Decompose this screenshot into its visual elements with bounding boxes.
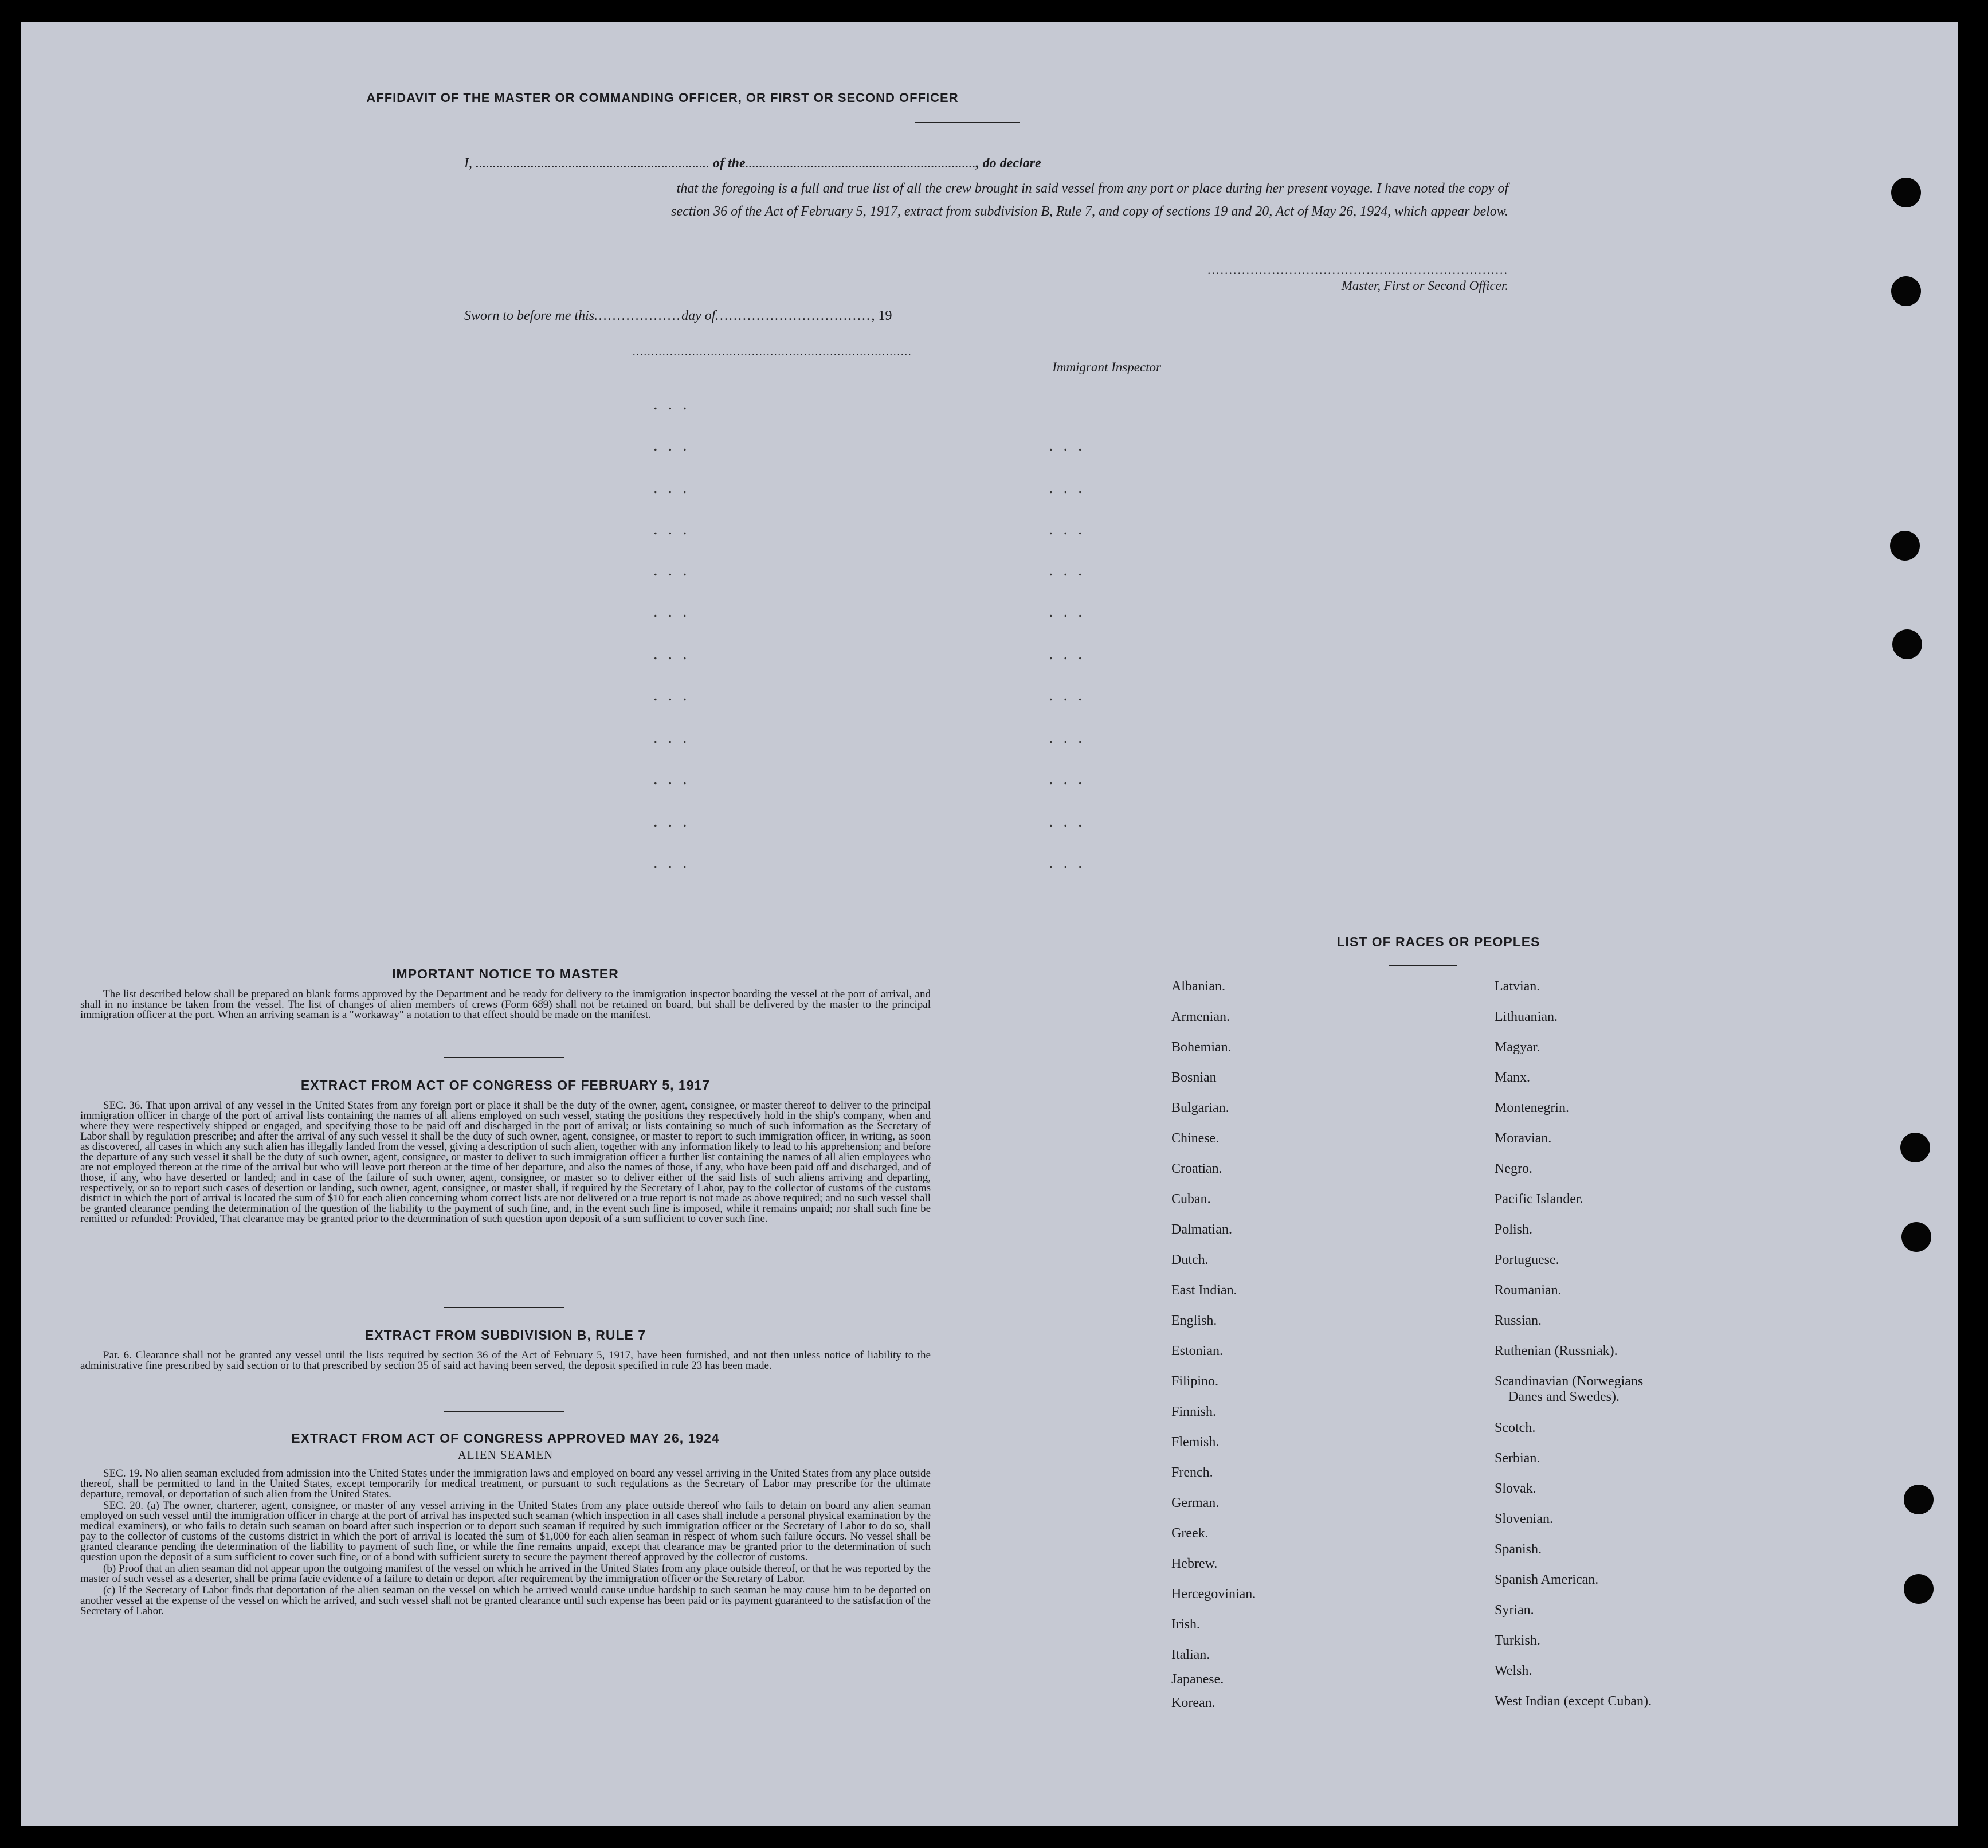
race-item: Negro. [1495, 1161, 1532, 1176]
extract-rule7-title: EXTRACT FROM SUBDIVISION B, RULE 7 [364, 1328, 646, 1342]
race-item: German. [1171, 1495, 1220, 1510]
race-item: English. [1171, 1313, 1217, 1328]
race-item: Slovak. [1495, 1481, 1536, 1496]
race-item: Scotch. [1495, 1420, 1536, 1435]
sworn-line [464, 308, 892, 324]
punch-hole [1900, 1133, 1930, 1162]
race-item: Manx. [1495, 1070, 1530, 1085]
race-item: Lithuanian. [1495, 1009, 1558, 1024]
race-item: Italian. [1171, 1647, 1210, 1662]
punch-hole [1901, 1222, 1931, 1252]
race-item: Portuguese. [1495, 1252, 1559, 1267]
race-item: Hercegovinian. [1171, 1587, 1256, 1602]
punch-hole [1891, 178, 1921, 207]
race-item: Bulgarian. [1171, 1101, 1229, 1115]
race-item: Finnish. [1171, 1404, 1217, 1419]
race-item: Roumanian. [1495, 1283, 1562, 1298]
race-item: Ruthenian (Russniak). [1495, 1344, 1618, 1358]
race-item: Magyar. [1495, 1040, 1540, 1055]
punch-hole [1904, 1485, 1934, 1514]
race-item: Montenegrin. [1495, 1101, 1569, 1115]
race-item: Croatian. [1171, 1161, 1222, 1176]
extract-1917-body [80, 1101, 931, 1226]
notice-body [80, 989, 931, 1021]
affidavit-line3: section 36 of the Act of February 5, 1917, extract from subdivision B, Rule 7, and copy of sections 19 and 20, Act of May 26, 1924, which appear below. [671, 204, 1508, 219]
race-item: Bohemian. [1171, 1040, 1232, 1055]
affidavit-declare: , do declare [975, 156, 1041, 171]
signature-label: Master, First or Second Officer. [1341, 279, 1508, 293]
sec19-paragraph: SEC. 19. No alien seaman excluded from admission into the United States under the immigration laws and employed on board any vessel arriving in the United States from any place outside thereof, shall be permitted to land in the United States, except temporarily for medical treatment, or pursuant to such regulations as the Secretary of Labor may prescribe for the ultimate departure, removal, or deportation of such alien from the United States. [80, 1467, 931, 1500]
affidavit-name-blank[interactable]: .................................................................... [476, 156, 709, 171]
race-item: Scandinavian (Norwegians [1495, 1374, 1644, 1389]
sec36-paragraph: SEC. 36. That upon arrival of any vessel in the United States from any foreign port or place it shall be the duty of the owner, agent, consignee, or master thereof to deliver to the principal immigration officer in charge of the port of arrival lists containing the names of all aliens employed on such vessel, stating the positions they respectively hold in the ship's company, when and where they were respectively shipped or engaged, and specifying those to be paid off and discharged in the port of arrival; or lists containing so much of such information as the Secretary of Labor shall by regulation prescribe; and after the arrival of any such vessel it shall be the duty of such owner, agent, consignee, or master to report to such immigration officer, in writing, as soon as discovered, all cases in which any such alien has illegally landed from the vessel, giving a description of such alien, together with any information likely to lead to his apprehension; and before the departure of any such vessel it shall be the duty of such owner, agent, consignee, or master to deliver to such immigration officer a further list containing the names of all alien employees who are not employed thereon at the time of the arrival but who will leave port thereon at the time of her departure, and also the names of those, if any, who have been paid off and discharged, and of those, if any, who have deserted or landed; and in case of the failure of such owner, agent, consignee, or master so to deliver either of the said lists of such aliens arriving and departing, respectively, or so to report such cases of desertion or landing, such owner, agent, consignee, or master shall, if required by the Secretary of Labor, pay to the collector of customs of the customs district in which the port of arrival is located the sum of $10 for each alien concerning whom correct lists are not delivered or a true report is not made as above required; and no such vessel shall be granted clearance pending the determination of the question of the liability to the payment of such fine, and, in the event such fine is imposed, while it remains unpaid; nor shall such fine be remitted or refunded: Provided, That clearance may be granted prior to the determination of such question upon deposit of a sum sufficient to cover such fine. [80, 1099, 931, 1225]
races-underline [1389, 965, 1457, 966]
sworn-label: Sworn to before me this [464, 308, 595, 323]
divider-3 [444, 1411, 564, 1412]
race-item: Filipino. [1171, 1374, 1219, 1389]
race-item: Hebrew. [1171, 1556, 1218, 1571]
affidavit-line1 [464, 156, 1507, 171]
race-item: Russian. [1495, 1313, 1542, 1328]
notice-paragraph: The list described below shall be prepared on blank forms approved by the Department and be ready for delivery to the immigration inspector boarding the vessel at the port of arrival, and shall in no instance be taken from the vessel. The list of changes of alien members of crews (Form 689) shall not be retained on board, but shall be delivered by the master to the principal immigration officer at the port. When an arriving seaman is a "workaway" a notation to that effect should be made on the manifest. [80, 988, 931, 1021]
race-item: Spanish American. [1495, 1572, 1599, 1587]
race-item: East Indian. [1171, 1283, 1237, 1298]
race-item: Spanish. [1495, 1542, 1542, 1557]
affidavit-line2: that the foregoing is a full and true list of all the crew brought in said vessel from any port or place during her present voyage. I have noted the copy of [676, 181, 1508, 196]
race-item: Chinese. [1171, 1131, 1220, 1146]
race-item: Dutch. [1171, 1252, 1209, 1267]
affidavit-title: AFFIDAVIT OF THE MASTER OR COMMANDING OFFICER, OR FIRST OR SECOND OFFICER [366, 91, 959, 105]
extract-1924-subtitle: ALIEN SEAMEN [457, 1448, 554, 1462]
race-item: Bosnian [1171, 1070, 1217, 1085]
race-item: Welsh. [1495, 1663, 1532, 1678]
extract-1924-body [80, 1469, 931, 1618]
race-item: Albanian. [1171, 979, 1225, 994]
race-item: Estonian. [1171, 1344, 1223, 1358]
race-item: Serbian. [1495, 1451, 1540, 1466]
race-item: Irish. [1171, 1617, 1200, 1632]
inspector-label: Immigrant Inspector [1052, 360, 1161, 374]
race-item: Moravian. [1495, 1131, 1552, 1146]
divider-1 [444, 1057, 564, 1058]
sworn-day-label: day of [681, 308, 716, 323]
extract-rule7-body [80, 1350, 931, 1372]
signature-line[interactable]: ...................................................................... [1207, 263, 1508, 277]
extract-1924-title: EXTRACT FROM ACT OF CONGRESS APPROVED MAY 26, 1924 [291, 1431, 720, 1446]
title-underline [915, 122, 1020, 123]
extract-1917-title: EXTRACT FROM ACT OF CONGRESS OF FEBRUARY 5, 1917 [300, 1078, 711, 1093]
race-item: Pacific Islander. [1495, 1192, 1583, 1207]
race-item: Cuban. [1171, 1192, 1211, 1207]
par6-paragraph: Par. 6. Clearance shall not be granted any vessel until the lists required by section 36 of the Act of February 5, 1917, have been furnished, and not then unless notice of liability to the administrative fine prescribed by said section or to that prescribed by section 35 of said act having been served, the deposit specified in rule 23 has been made. [80, 1349, 931, 1372]
sworn-month-blank[interactable]: .................................. [715, 308, 872, 323]
sec20c-paragraph: (c) If the Secretary of Labor finds that deportation of the alien seaman on the vessel on which he arrived would cause undue hardship to such seaman he may cause him to be deported on another vessel at the expense of the vessel on which he arrived, and such vessel shall not be granted clearance until such expense has been paid or its payment guaranteed to the satisfaction of the Secretary of Labor. [80, 1584, 931, 1617]
race-item-continuation: Danes and Swedes). [1508, 1389, 1620, 1404]
race-item: Japanese. [1171, 1672, 1224, 1687]
race-item: West Indian (except Cuban). [1495, 1694, 1652, 1709]
race-item: Syrian. [1495, 1603, 1534, 1618]
punch-hole [1904, 1574, 1934, 1604]
race-item: Armenian. [1171, 1009, 1230, 1024]
races-title: LIST OF RACES OR PEOPLES [1336, 934, 1540, 949]
punch-hole [1892, 629, 1922, 659]
sec20a-paragraph: SEC. 20. (a) The owner, charterer, agent, consignee, or master of any vessel arriving in the United States from any place outside thereof who fails to detain on board any alien seaman employed on such vessel until the immigration officer in charge at the port of arrival has inspected such seaman (which inspection in all cases shall include a personal physical examination by the medical examiners), or who fails to detain such seaman on board after such inspection or to deport such seaman if required by such immigration officer or the Secretary of Labor to do so, shall pay to the collector of customs of the customs district in which the port of arrival is located the sum of $1,000 for each alien seaman in respect of whom such failure occurs. No vessel shall be granted clearance pending the determination of the liability to payment of such fine, or while the fine remains unpaid, except that clearance may be granted prior to the determination of such question upon the deposit of a sum sufficient to cover such fine, or of a bond with sufficient surety to secure the payment thereof approved by the collector of customs. [80, 1499, 931, 1563]
race-item: Polish. [1495, 1222, 1533, 1237]
race-item: Latvian. [1495, 979, 1540, 994]
divider-2 [444, 1307, 564, 1308]
race-item: Korean. [1171, 1696, 1215, 1710]
sec20b-paragraph: (b) Proof that an alien seaman did not appear upon the outgoing manifest of the vessel on which he arrived in the United States from any place outside thereof, or that he was reported by the master of such vessel as a deserter, shall be prima facie evidence of a failure to detain or deport after requirement by the immigration officer or the Secretary of Labor. [80, 1563, 931, 1585]
affidavit-of-the: of the [709, 156, 746, 171]
affidavit-i: I, [464, 156, 476, 171]
race-item: Slovenian. [1495, 1512, 1553, 1526]
punch-hole [1891, 276, 1921, 306]
race-item: Turkish. [1495, 1633, 1540, 1648]
affidavit-vessel-blank[interactable]: ................................................................... [745, 156, 976, 171]
inspector-line[interactable]: ........................................................................... [633, 346, 912, 358]
race-item: Dalmatian. [1171, 1222, 1232, 1237]
notice-title: IMPORTANT NOTICE TO MASTER [392, 966, 619, 981]
sworn-day-blank[interactable]: ................... [594, 308, 682, 323]
punch-hole [1890, 531, 1920, 561]
race-item: Greek. [1171, 1526, 1209, 1541]
race-item: Flemish. [1171, 1435, 1220, 1450]
sworn-year: , 19 [871, 308, 892, 323]
race-item: French. [1171, 1465, 1213, 1480]
